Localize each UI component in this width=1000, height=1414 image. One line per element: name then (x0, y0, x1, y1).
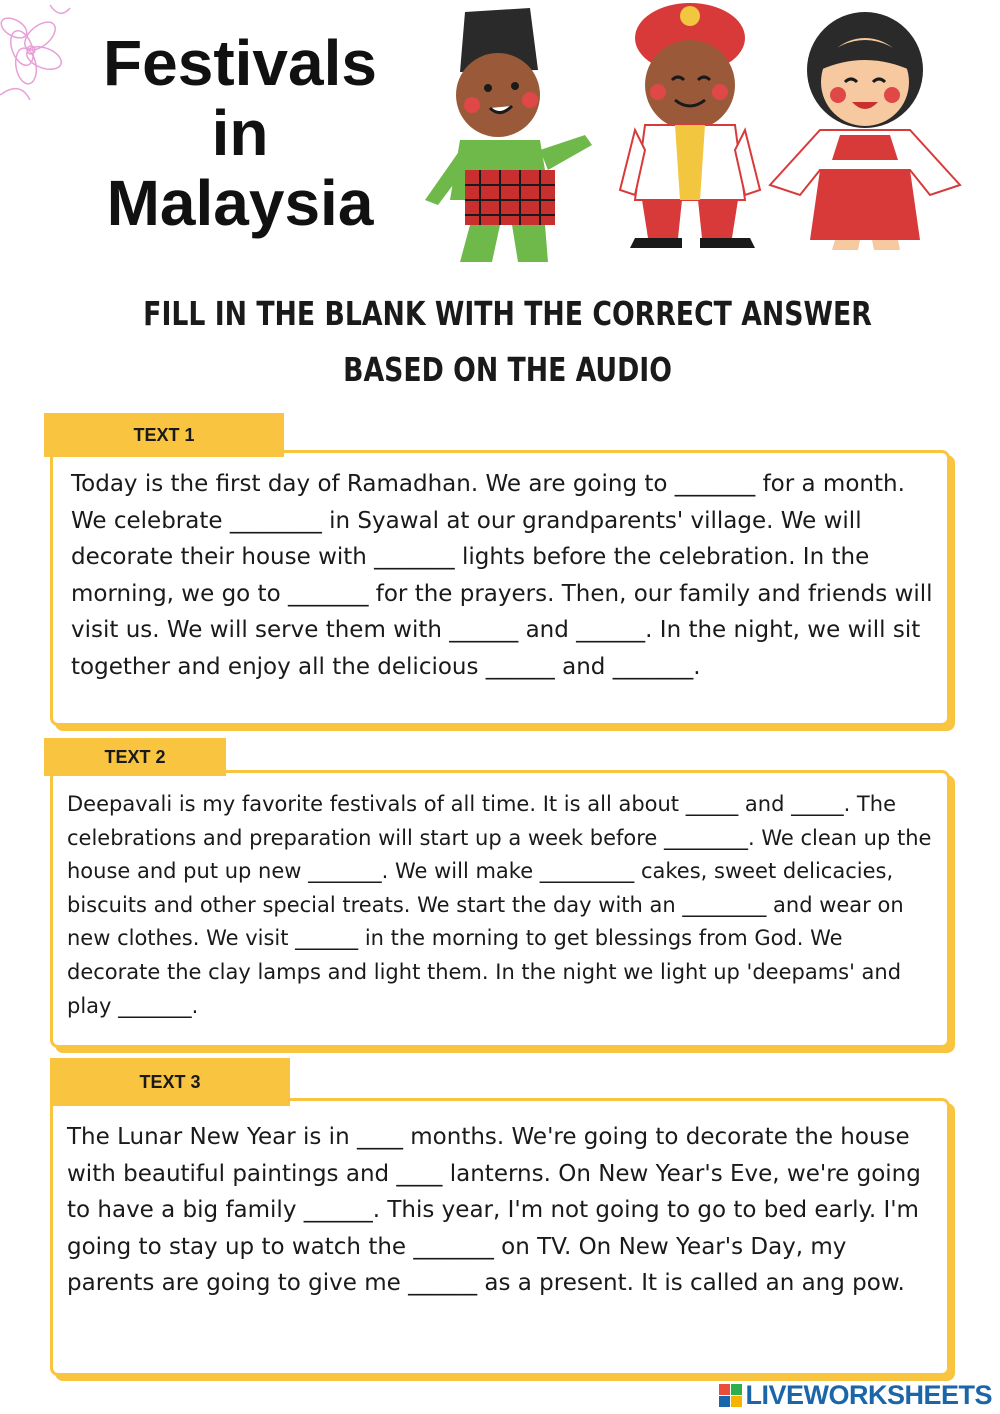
text-3-passage: The Lunar New Year is in ____ months. We're going to decorate the house with beautiful paintings and ____ lanterns. On New Year's Eve, we're going to have a big family ______. This year, I'm not going to go to bed early. I'm going to stay up to watch the _______ on TV. On New Year's Day, my parents are going to give me ______ as a present. It is called an ang pow. (67, 1124, 921, 1297)
text-1-label: TEXT 1 (44, 413, 284, 457)
footer-brand-text: LIVEWORKSHEETS (745, 1379, 992, 1410)
text-1-passage: Today is the first day of Ramadhan. We are going to _______ for a month. We celebrate ________ in Syawal at our grandparents' village. We will decorate their house with _______ lights before the celebration. In the morning, we go to _______ for the prayers. Then, our family and friends will visit us. We will serve them with ______ and ______. In the night, we will sit together and enjoy all the delicious ______ and _______. (71, 471, 933, 680)
festival-kids-illustration (420, 0, 965, 270)
indian-boy-icon (620, 3, 760, 248)
chinese-girl-icon (770, 12, 960, 250)
malay-boy-icon (425, 8, 592, 262)
text-1-box (50, 450, 950, 726)
page-title (60, 28, 420, 238)
liveworksheets-logo-icon (719, 1384, 742, 1407)
title-line-1: Festivals (103, 27, 377, 99)
text-2-box (50, 770, 950, 1048)
footer-brand[interactable] (719, 1378, 992, 1412)
text-2-label: TEXT 2 (44, 738, 226, 776)
text-3-box (50, 1098, 950, 1376)
instruction-heading: FILL IN THE BLANK WITH THE CORRECT ANSWER BASED ON THE AUDIO (143, 294, 872, 389)
title-line-2: in (211, 97, 269, 169)
text-2-passage: Deepavali is my favorite festivals of all time. It is all about _____ and _____. The celebrations and preparation will start up a week before ________. We clean up the house and put up new _______. We will make _________ cakes, sweet delicacies, biscuits and other special treats. We start the day with an ________ and wear on new clothes. We visit ______ in the morning to get blessings from God. We decorate the clay lamps and light them. In the night we light up 'deepams' and play _______. (67, 792, 932, 1018)
text-3-label: TEXT 3 (50, 1058, 290, 1106)
title-line-3: Malaysia (106, 167, 374, 239)
